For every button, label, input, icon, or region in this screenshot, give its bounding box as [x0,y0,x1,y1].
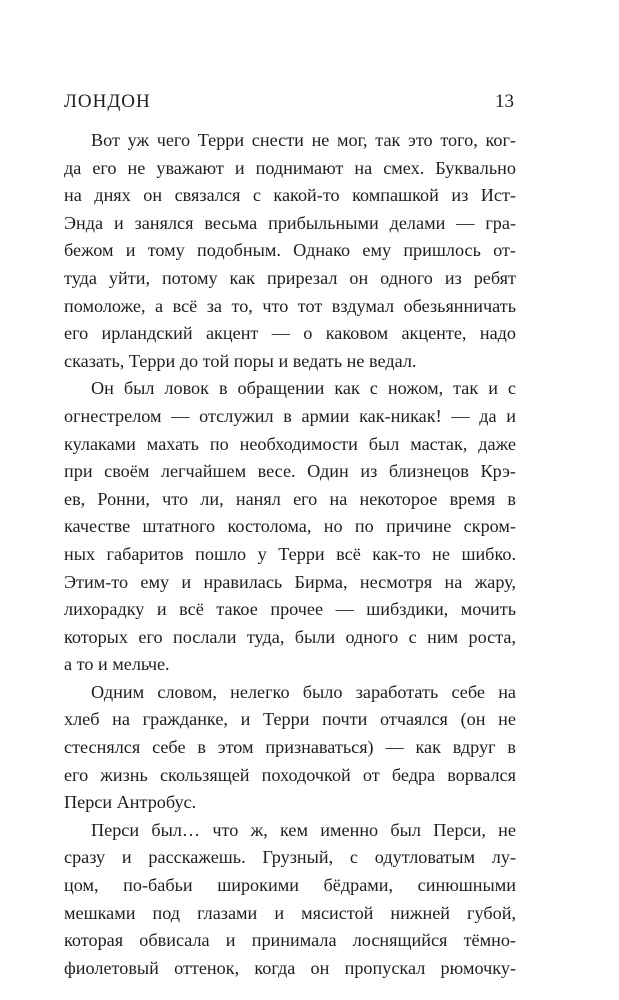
text-line: хлеб на гражданке, и Терри почти отчаялся (он не [64,709,516,730]
text-line: Перси был… что ж, кем именно был Перси, не [91,819,516,840]
page-number: 13 [495,91,514,112]
text-line: Перси Антробус. [64,792,197,813]
text-line: огнестрелом — отслужил в армии как-никак! — да и [64,405,516,426]
paragraph [64,375,516,679]
text-line: цом, по-бабьи широкими бёдрами, синюшными [64,875,516,896]
text-line: кулаками махать по необходимости был мастак, даже [64,433,516,454]
text-line: фиолетовый оттенок, когда он пропускал рюмочку- [64,957,516,978]
text-line: Вот уж чего Терри снести не мог, так это того, ког- [91,130,516,150]
running-head [64,89,514,115]
paragraph [64,679,516,817]
text-line: лихорадку и всё такое прочее — шибздики, мочить [64,599,516,620]
text-line: сказать, Терри до той поры и ведать не ведал. [64,350,417,371]
text-line: ных габаритов пошло у Терри всё как-то не шибко. [64,543,516,564]
text-line: ев, Ронни, что ли, нанял его на некоторое время в [64,488,516,509]
text-line: Энда и занялся весьма прибыльными делами — гра- [64,212,516,233]
text-line: Одним словом, нелегко было заработать себе на [91,681,516,702]
text-line: бежом и тому подобным. Однако ему пришлось от- [64,240,516,261]
text-line: туда уйти, потому как прирезал он одного из ребят [64,267,516,288]
text-line: при своём легчайшем весе. Один из близнецов Крэ- [64,461,516,482]
paragraph [64,127,516,375]
text-line: помоложе, а всё за то, что тот вздумал обезьянничать [64,295,516,316]
text-line: которых его послали туда, были одного с ним роста, [64,626,516,647]
text-line: качестве штатного костолома, но по причине скром- [64,516,516,537]
text-line: да его не уважают и поднимают на смех. Буквально [64,157,516,178]
text-line: его жизнь скользящей походочкой от бедра ворвался [64,764,516,785]
paragraph [64,817,516,983]
section-title: ЛОНДОН [64,91,151,112]
text-line: стеснялся себе в этом признаваться) — как вдруг в [64,737,516,758]
text-line: на днях он связался с какой-то компашкой из Ист- [64,185,516,206]
text-line: мешками под глазами и мясистой нижней губой, [64,902,516,923]
text-line: Он был ловок в обращении как с ножом, так и с [91,378,516,399]
text-line: сразу и расскажешь. Грузный, с одутловатым лу- [64,847,516,868]
text-line: а то и мельче. [64,654,170,675]
text-line: Этим-то ему и нравилась Бирма, несмотря на жару, [64,571,516,592]
body-text [64,127,516,982]
text-line: его ирландский акцент — о каковом акценте, надо [64,323,516,344]
text-line: которая обвисала и принимала лоснящийся тёмно- [64,930,516,951]
